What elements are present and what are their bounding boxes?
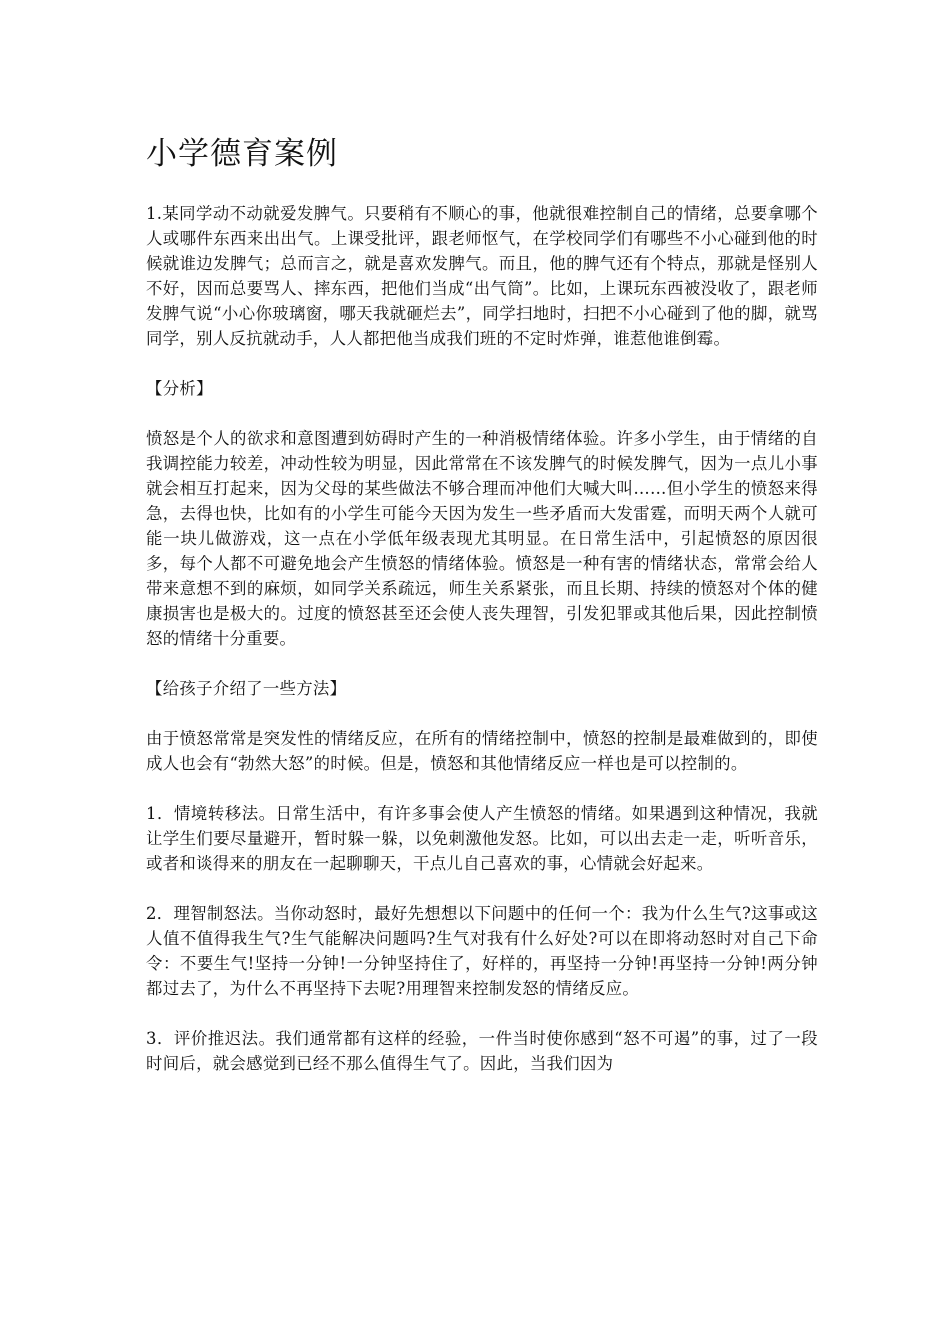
document-page	[146, 0, 818, 1076]
method-1-paragraph: 1．情境转移法。日常生活中，有许多事会使人产生愤怒的情绪。如果遇到这种情况，我就让学生们要尽量避开，暂时躲一躲，以免刺激他发怒。比如，可以出去走一走，听听音乐，或者和谈得来的朋友在一起聊聊天，干点儿自己喜欢的事，心情就会好起来。	[146, 804, 818, 873]
method-3-paragraph: 3．评价推迟法。我们通常都有这样的经验，一件当时使你感到“怒不可遏”的事，过了一段时间后，就会感觉到已经不那么值得生气了。因此，当我们因为	[146, 1029, 818, 1073]
methods-intro-paragraph: 由于愤怒常常是突发性的情绪反应，在所有的情绪控制中，愤怒的控制是最难做到的，即使成人也会有“勃然大怒”的时候。但是，愤怒和其他情绪反应一样也是可以控制的。	[146, 729, 818, 773]
methods-heading: 【给孩子介绍了一些方法】	[146, 679, 347, 698]
analysis-heading: 【分析】	[146, 379, 213, 398]
method-2-paragraph: 2．理智制怒法。当你动怒时，最好先想想以下问题中的任何一个：我为什么生气?这事或这人值不值得我生气?生气能解决问题吗?生气对我有什么好处?可以在即将动怒时对自己下命令：不要生气!坚持一分钟!一分钟坚持住了，好样的，再坚持一分钟!再坚持一分钟!两分钟都过去了，为什么不再坚持下去呢?用理智来控制发怒的情绪反应。	[146, 904, 818, 998]
document-title: 小学德育案例	[146, 136, 338, 172]
case-description-paragraph: 1.某同学动不动就爱发脾气。只要稍有不顺心的事，他就很难控制自己的情绪，总要拿哪个人或哪件东西来出出气。上课受批评，跟老师怄气，在学校同学们有哪些不小心碰到他的时候就谁边发脾气；总而言之，就是喜欢发脾气。而且，他的脾气还有个特点，那就是怪别人不好，因而总要骂人、摔东西，把他们当成“出气筒”。比如，上课玩东西被没收了，跟老师发脾气说“小心你玻璃窗，哪天我就砸烂去”，同学扫地时，扫把不小心碰到了他的脚，就骂同学，别人反抗就动手，人人都把他当成我们班的不定时炸弹，谁惹他谁倒霉。	[146, 204, 818, 348]
analysis-paragraph: 愤怒是个人的欲求和意图遭到妨碍时产生的一种消极情绪体验。许多小学生，由于情绪的自我调控能力较差，冲动性较为明显，因此常常在不该发脾气的时候发脾气，因为一点儿小事就会相互打起来，因为父母的某些做法不够合理而冲他们大喊大叫……但小学生的愤怒来得急，去得也快，比如有的小学生可能今天因为发生一些矛盾而大发雷霆，而明天两个人就可能一块儿做游戏，这一点在小学低年级表现尤其明显。在日常生活中，引起愤怒的原因很多，每个人都不可避免地会产生愤怒的情绪体验。愤怒是一种有害的情绪状态，常常会给人带来意想不到的麻烦，如同学关系疏远，师生关系紧张，而且长期、持续的愤怒对个体的健康损害也是极大的。过度的愤怒甚至还会使人丧失理智，引发犯罪或其他后果，因此控制愤怒的情绪十分重要。	[146, 429, 818, 648]
